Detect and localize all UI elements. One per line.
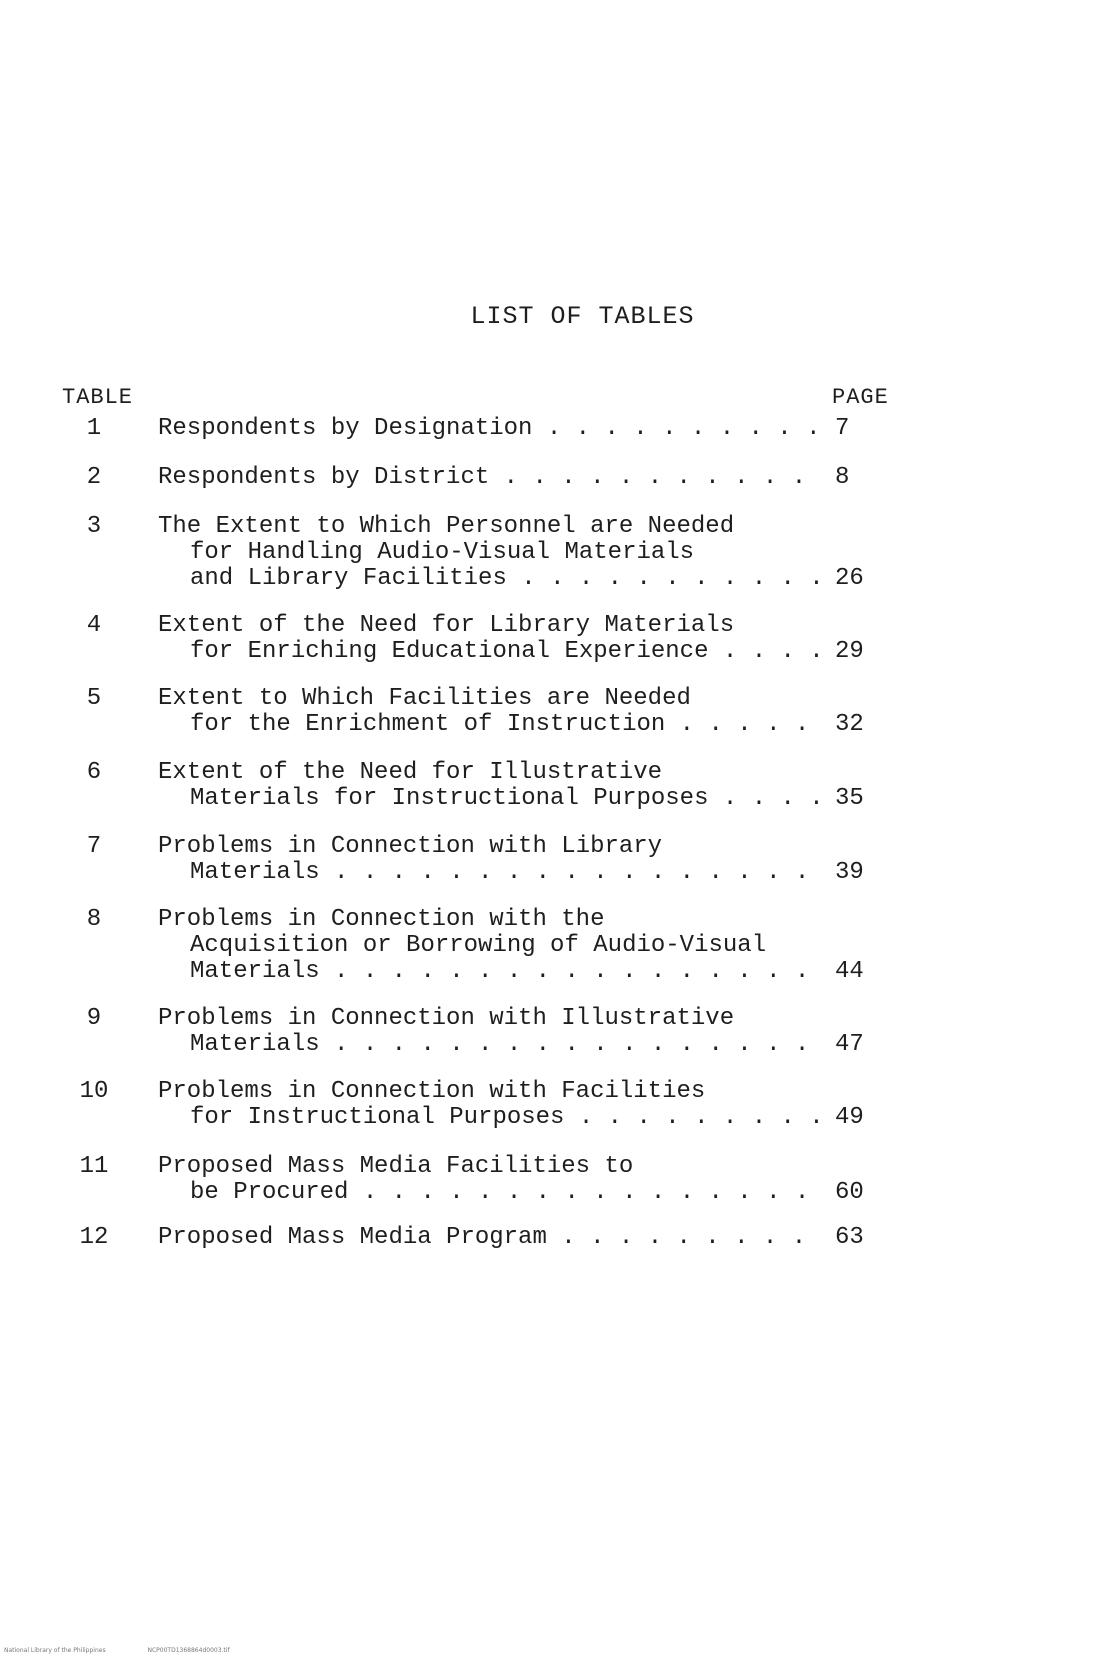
footer-code: NCP00TD1368864d0003.tif (147, 1647, 230, 1654)
table-title (158, 514, 823, 592)
page-number: 39 (835, 859, 864, 886)
table-number: 2 (86, 464, 102, 491)
table-title-line: and Library Facilities . . . (158, 566, 823, 592)
table-title (158, 907, 823, 985)
table-title-line: The Extent to Which Personnel are Needed (158, 513, 735, 540)
page-column-header: PAGE (832, 385, 889, 410)
page-number: 7 (835, 415, 850, 442)
table-number: 12 (79, 1224, 109, 1251)
table-title-line: Problems in Connection with Facilities (158, 1078, 706, 1105)
footer-library: National Library of the Philippines (4, 1647, 106, 1654)
table-title-line: Problems in Connection with the (158, 906, 605, 933)
table-title-line: Respondents by Designation . . . (158, 416, 823, 442)
table-number: 5 (86, 685, 102, 712)
table-title-line: Materials for Instructional Purposes . . . (158, 786, 823, 812)
table-number: 8 (86, 906, 102, 933)
page-number: 8 (835, 464, 850, 491)
table-title (158, 686, 823, 738)
table-title-line: Proposed Mass Media Program . . . (158, 1225, 823, 1251)
table-title-line: for the Enrichment of Instruction . . . (158, 712, 823, 738)
table-number: 3 (86, 513, 102, 540)
table-title-line: Materials . . . (158, 1032, 823, 1058)
table-title (158, 1079, 823, 1131)
table-title-line: for Instructional Purposes . . . (158, 1105, 823, 1131)
table-number: 10 (79, 1078, 109, 1105)
table-title-line: Materials . . . (158, 959, 823, 985)
table-title (158, 1006, 823, 1058)
table-number: 1 (86, 415, 102, 442)
page-number: 29 (835, 638, 864, 665)
scan-footer (4, 1647, 270, 1654)
table-title (158, 613, 823, 665)
page-number: 26 (835, 565, 864, 592)
table-title (158, 465, 823, 491)
table-title-line: Respondents by District . . . (158, 465, 823, 491)
table-title-line: for Handling Audio-Visual Materials (190, 539, 695, 566)
table-title (158, 1225, 823, 1251)
table-title-line: Extent of the Need for Library Materials (158, 612, 735, 639)
table-title-line: Acquisition or Borrowing of Audio-Visual (190, 932, 767, 959)
table-number: 9 (86, 1005, 102, 1032)
page-number: 60 (835, 1179, 864, 1206)
table-number: 7 (86, 833, 102, 860)
page-number: 63 (835, 1224, 864, 1251)
page-number: 44 (835, 958, 864, 985)
table-title (158, 416, 823, 442)
table-title-line: Problems in Connection with Illustrative (158, 1005, 735, 1032)
table-title (158, 760, 823, 812)
table-title (158, 834, 823, 886)
table-title-line: Proposed Mass Media Facilities to (158, 1153, 634, 1180)
page-number: 49 (835, 1104, 864, 1131)
table-title-line: Problems in Connection with Library (158, 833, 663, 860)
table-number: 11 (79, 1153, 109, 1180)
page-number: 32 (835, 711, 864, 738)
table-title-line: be Procured . . . (158, 1180, 823, 1206)
page-number: 35 (835, 785, 864, 812)
table-title-line: Extent of the Need for Illustrative (158, 759, 663, 786)
table-title-line: Materials . . . (158, 860, 823, 886)
table-column-header: TABLE (62, 385, 134, 410)
table-title (158, 1154, 823, 1206)
table-title-line: for Enriching Educational Experience . . . (158, 639, 823, 665)
table-number: 4 (86, 612, 102, 639)
page-title: LIST OF TABLES (470, 302, 695, 331)
page-number: 47 (835, 1031, 864, 1058)
table-title-line: Extent to Which Facilities are Needed (158, 685, 691, 712)
table-number: 6 (86, 759, 102, 786)
